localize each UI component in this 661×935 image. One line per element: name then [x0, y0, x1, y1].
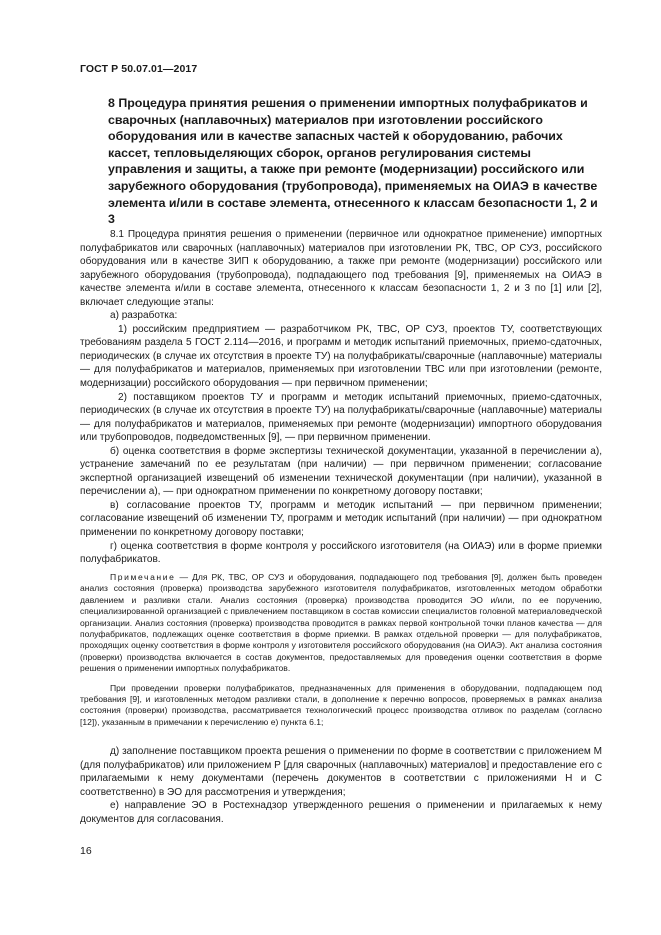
- list-item-e: е) направление ЭО в Ростехнадзор утвержденного решения о применении и прилагаемых к нему документов для согласования.: [80, 800, 602, 825]
- note-paragraph: [80, 572, 602, 675]
- list-item-g: г) оценка соответствия в форме контроля у российского изготовителя (на ОИАЭ) или в форме приемки полуфабрикатов.: [80, 540, 602, 566]
- note-paragraph-2: При проведении проверки полуфабрикатов, предназначенных для применения в оборудовании, подпадающем под требования [9], и изготовленных методом разливки стали, в дополнение к перечню вопросов, проверяемых в рамках анализа состояния (проверки) производства, рассматривается технологический процесс производства отливок по разделам (согласно [12]), указанным в примечании к перечислению е) пункта 6.1;: [80, 682, 602, 727]
- page-number: 16: [80, 845, 92, 857]
- list-item-a-2: 2) поставщиком проектов ТУ и программ и методик испытаний приемочных, приемо-сдаточных, периодических (в случае их отсутствия в проекте ТУ) на полуфабрикаты/сварочные (наплавочные) материалы — для полуфабрикатов и материалов, применяемых при ремонте (модернизации) импортного оборудования или трубопроводов, подведомственных [9], — при первичном применении.: [80, 391, 602, 444]
- list-item-a: а) разработка:: [110, 310, 178, 322]
- list-item-v: в) согласование проектов ТУ, программ и методик испытаний — при первичном применении; согласование извещений об изменении ТУ, программ и методик испытаний (при наличии) — при однократном применении по конкретному договору поставки;: [80, 499, 602, 539]
- list-item-d: д) заполнение поставщиком проекта решения о применении по форме в соответствии с приложением М (для полуфабрикатов) или приложением Р [для сварочных (наплавочных) материалов] и предоставление его с прилагаемыми к нему документами (перечень документов в соответствии с приложениями Н и С соответственно) в ЭО для рассмотрения и утверждения;: [80, 746, 602, 798]
- note-text: — Для РК, ТВС, ОР СУЗ и оборудования, подпадающего под требования [9], должен быть проведен анализ состояния (проверка) производства зарубежного изготовителя полуфабрикатов, изготовленных методом обработки давлением и разливки стали. Анализ состояния (проверка) производства проводится ЭО и/или, по ее поручению, специализированной организацией с привлечением поставщиком в состав комиссии специалистов головной материаловедческой организации. Анализ состояния (проверка) производства проводится в рамках первой контрольной точки планов качества — для полуфабрикатов, подлежащих оценке соответствия в форме приемки. В рамках отдельной проверки — для полуфабрикатов, проходящих оценку соответствия в форме контроля у изготовителя российского оборудования (на ОИАЭ). Акт анализа состояния (проверки) производства включается в состав документов, предоставляемых для проведения оценки соответствия в форме решения о применении импортных полуфабрикатов.: [80, 572, 602, 674]
- document-header: ГОСТ Р 50.07.01—2017: [80, 63, 198, 75]
- list-item-b: б) оценка соответствия в форме экспертизы технической документации, указанной в перечислении а), устранение замечаний по ее результатам (при наличии) — при первичном применении; согласование экспертной организацией извещений об изменении технической документации (при наличии), указанной в перечислении а), — при однократном применении по конкретному договору поставки;: [80, 445, 602, 498]
- note-block: [80, 572, 602, 728]
- list-item-a-1: 1) российским предприятием — разработчиком РК, ТВС, ОР СУЗ, проектов ТУ, соответствующих требованиям раздела 5 ГОСТ 2.114—2016, и программ и методик испытаний приемочных, приемо-сдаточных, периодических (в случае их отсутствия в проекте ТУ) на полуфабрикаты/сварочные (наплавочные) материалы — для полуфабрикатов и материалов, применяемых при изготовлении ТВС или при изготовлении (ремонте, модернизации) российского оборудования — при первичном применении;: [80, 323, 602, 390]
- section-body: [80, 228, 602, 567]
- paragraph-8-1: 8.1 Процедура принятия решения о применении (первичное или однократное применение) импортных полуфабрикатов или сварочных (наплавочных) материалов при изготовлении РК, ТВС, ОР СУЗ, российского оборудования или в качестве ЗИП к оборудованию, а также при ремонте (модернизации) российского или зарубежного оборудования (трубопровода), подпадающего под требования [9], применяемых на ОИАЭ в качестве элемента и/или в составе элемента, отнесенного к классам безопасности 1, 2 и 3 по [1] или [2], включает следующие этапы:: [80, 229, 602, 308]
- note-label: Примечание: [110, 572, 176, 582]
- section-title: 8 Процедура принятия решения о применении импортных полуфабрикатов и сварочных (наплавочных) материалов при изготовлении российского оборудования или в качестве запасных частей к оборудованию, рабочих кассет, тепловыделяющих сборок, органов регулирования системы управления и защиты, а также при ремонте (модернизации) российского или зарубежного оборудования (трубопровода), применяемых на ОИАЭ в качестве элемента и/или в составе элемента, отнесенного к классам безопасности 1, 2 и 3: [108, 96, 598, 227]
- section-body-continued: [80, 745, 602, 826]
